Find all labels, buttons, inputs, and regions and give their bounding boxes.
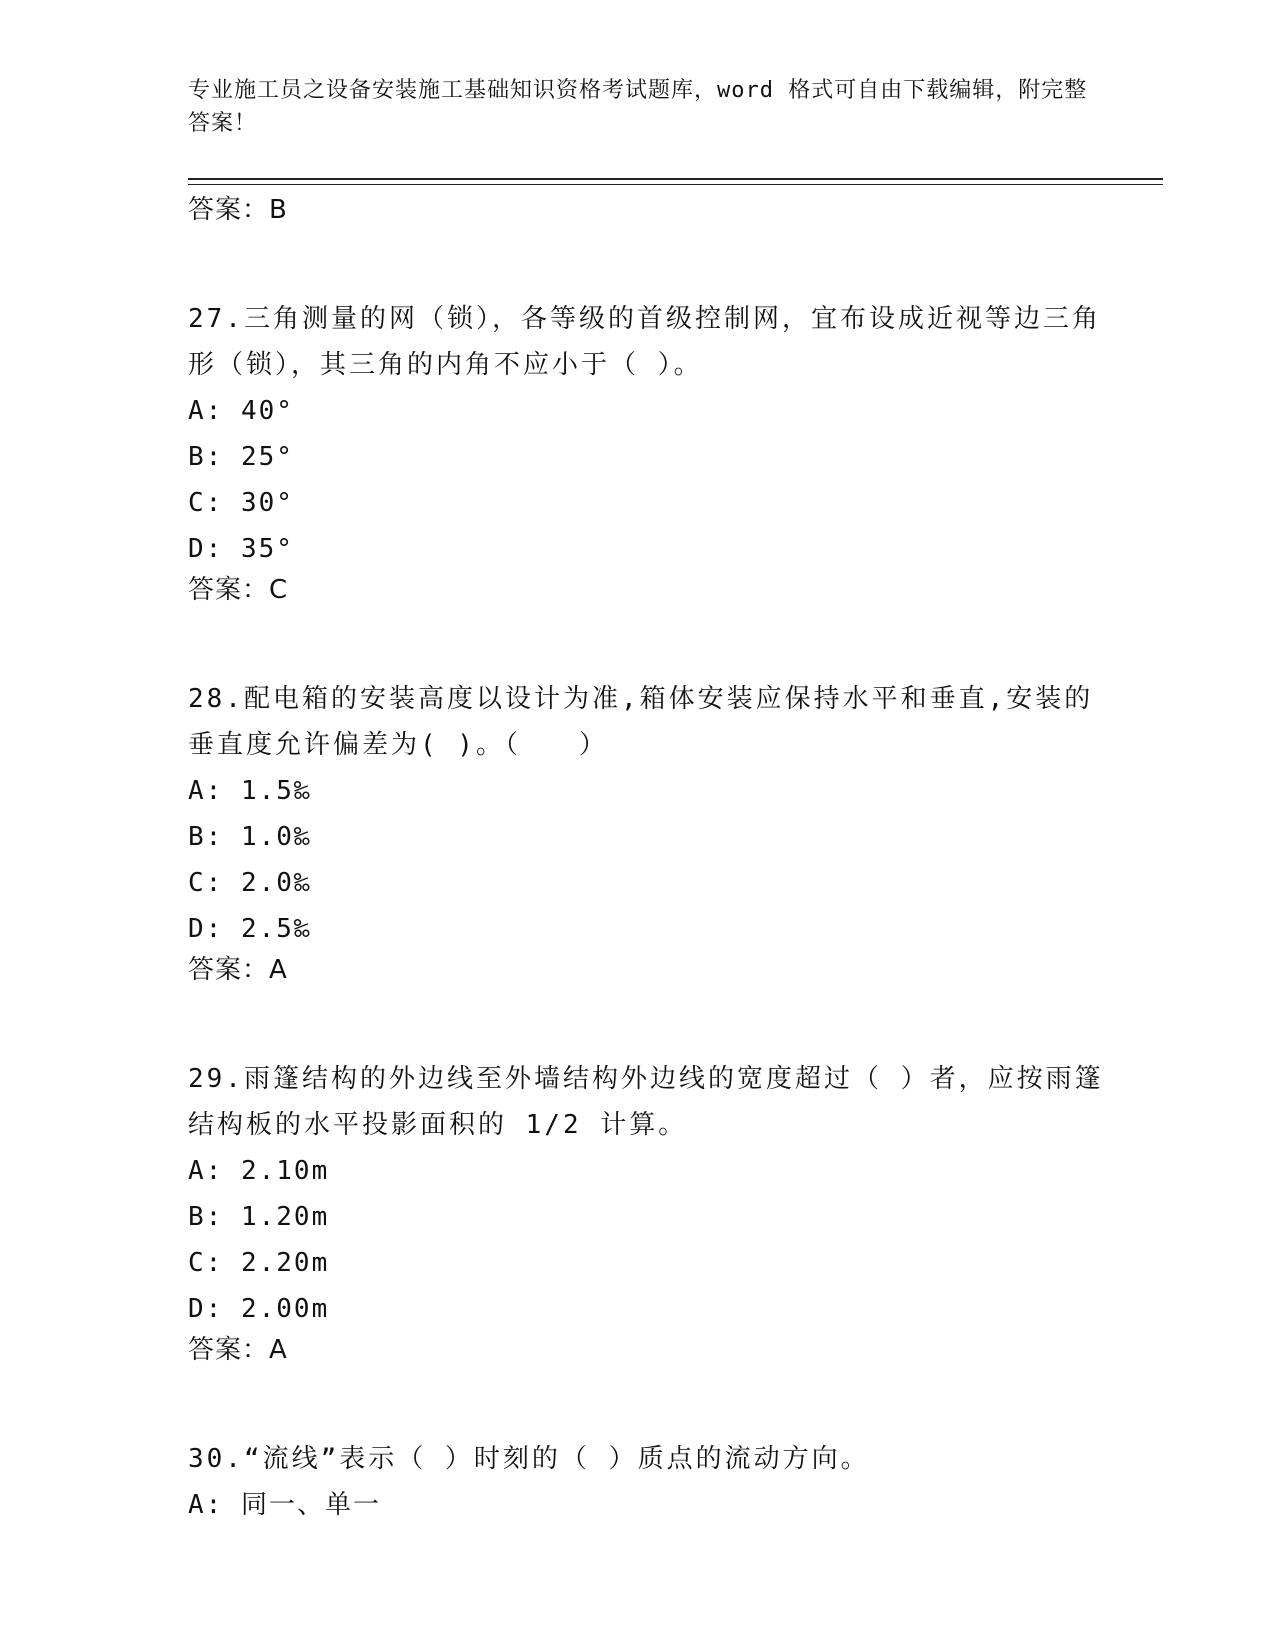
question-gap	[188, 1378, 1118, 1436]
answer-line	[188, 572, 1118, 618]
answer-label: 答案：	[188, 195, 270, 225]
question-gap	[188, 238, 1118, 296]
option-c: C: 2.20m	[188, 1248, 330, 1278]
option-a: A: 40°	[188, 396, 294, 426]
option-b: B: 1.20m	[188, 1202, 330, 1232]
answer-value: B	[269, 195, 288, 225]
question-27	[188, 296, 1118, 618]
question-stem: 29.雨篷结构的外边线至外墙结构外边线的宽度超过（ ）者，应按雨篷结构板的水平投影面积的 1/2 计算。	[188, 1064, 1104, 1140]
option-a: A: 1.5‰	[188, 776, 312, 806]
option-c: C: 30°	[188, 488, 294, 518]
option-d: D: 35°	[188, 534, 294, 564]
option-b: B: 25°	[188, 442, 294, 472]
answer-line	[188, 192, 1118, 238]
question-28	[188, 676, 1118, 998]
question-list	[188, 192, 1118, 1528]
option-b: B: 1.0‰	[188, 822, 312, 852]
question-stem: 27.三角测量的网（锁），各等级的首级控制网，宜布设成近视等边三角形（锁），其三角的内角不应小于（ ）。	[188, 304, 1101, 380]
question-stem: 30.“流线”表示（ ）时刻的（ ）质点的流动方向。	[188, 1444, 870, 1474]
answer-label: 答案：	[188, 955, 270, 985]
question-gap	[188, 618, 1118, 676]
answer-value: A	[269, 1335, 288, 1365]
option-a: A: 同一、单一	[188, 1490, 381, 1520]
document-header: 专业施工员之设备安装施工基础知识资格考试题库，word 格式可自由下载编辑，附完整答案！	[188, 78, 1088, 136]
option-d: D: 2.5‰	[188, 914, 312, 944]
header-divider-thick	[188, 178, 1163, 180]
option-c: C: 2.0‰	[188, 868, 312, 898]
answer-value: A	[269, 955, 288, 985]
header-divider-thin	[188, 184, 1163, 185]
question-gap	[188, 998, 1118, 1056]
question-30	[188, 1436, 1118, 1528]
option-a: A: 2.10m	[188, 1156, 330, 1186]
question-stem: 28.配电箱的安装高度以设计为准,箱体安装应保持水平和垂直,安装的垂直度允许偏差为( )。（ ）	[188, 684, 1094, 760]
answer-value: C	[269, 575, 289, 605]
answer-label: 答案：	[188, 1335, 270, 1365]
answer-line	[188, 1332, 1118, 1378]
answer-label: 答案：	[188, 575, 270, 605]
question-29	[188, 1056, 1118, 1378]
answer-line	[188, 952, 1118, 998]
option-d: D: 2.00m	[188, 1294, 330, 1324]
